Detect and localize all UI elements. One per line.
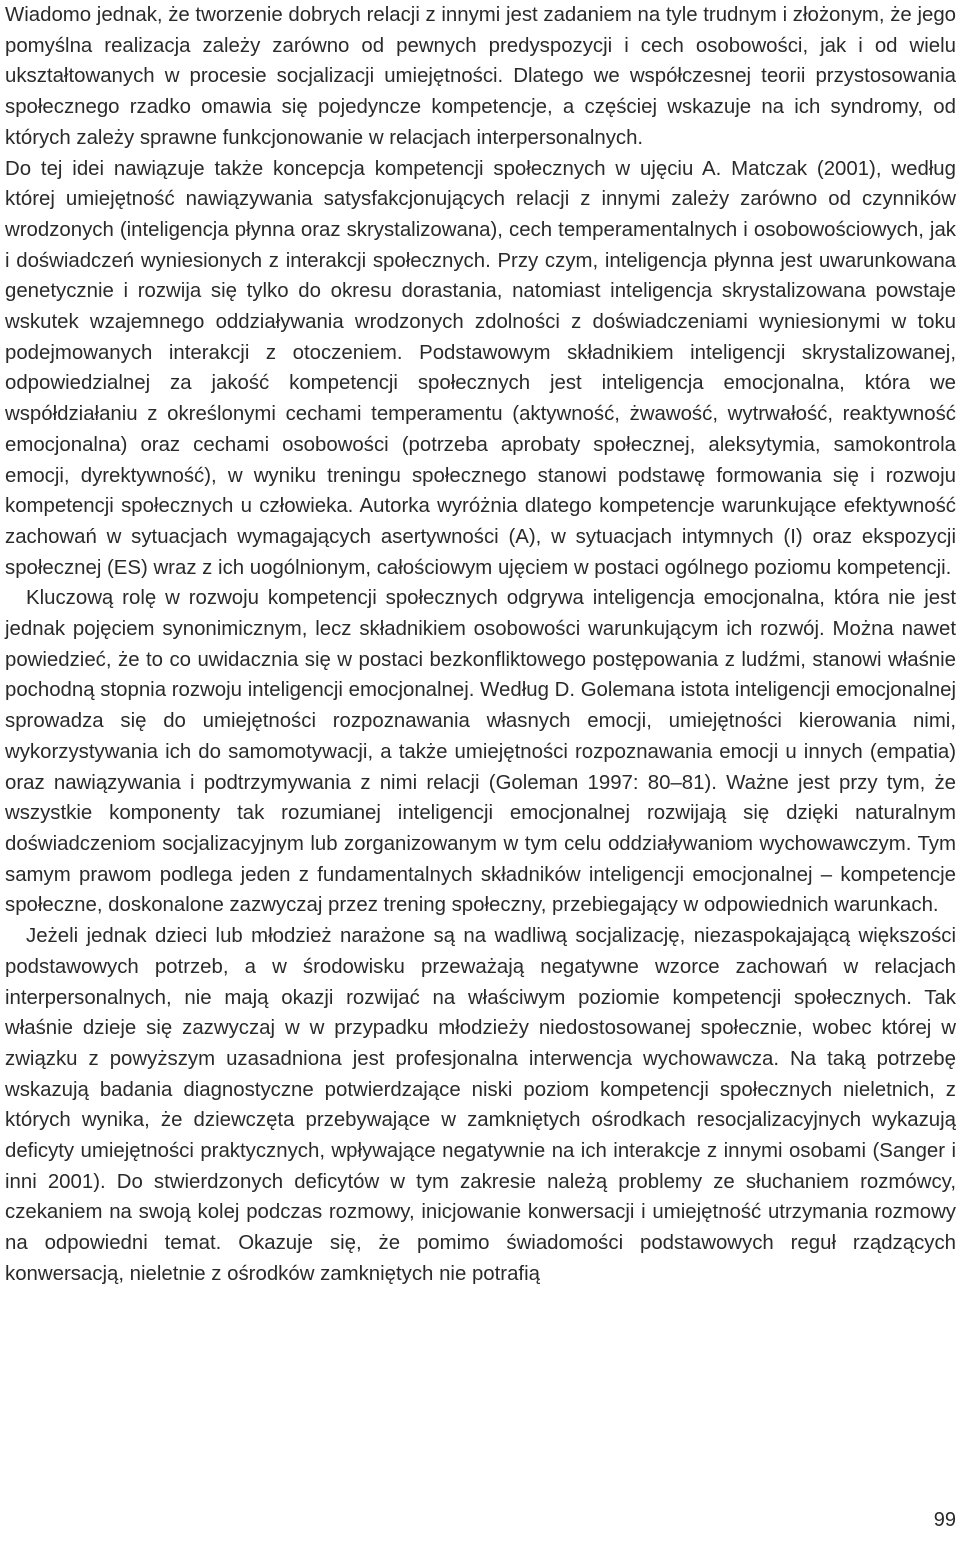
page-number: 99: [933, 1509, 956, 1531]
paragraph-2: Do tej idei nawiązuje także koncepcja kompetencji społecznych w ujęciu A. Matczak (2001), według której umiejętność nawiązywania satysfakcjonujących relacji z innymi zależy zarówno od czynników wrodzonych (inteligencja płynna oraz skrystalizowana), cech temperamentalnych i osobowościowych, jak i doświadczeń wyniesionych z interakcji społecznych. Przy czym, inteligencja płynna jest uwarunkowana genetycznie i rozwija się tylko do okresu dorastania, natomiast inteligencja skrystalizowana powstaje wskutek wzajemnego oddziaływania wrodzonych zdolności z doświadczeniami wyniesionymi w toku podejmowanych interakcji z otoczeniem. Podstawowym składnikiem inteligencji skrystalizowanej, odpowiedzialnej za jakość kompetencji społecznych jest inteligencja emocjonalna, która we współdziałaniu z określonymi cechami temperamentu (aktywność, żwawość, wytrwałość, reaktywność emocjonalna) oraz cechami osobowości (potrzeba aprobaty społecznej, aleksytymia, samokontrola emocji, dyrektywność), w wyniku treningu społecznego stanowi podstawę formowania się i rozwoju kompetencji społecznych u człowieka. Autorka wyróżnia dlatego kompetencje warunkujące efektywność zachowań w sytuacjach wymagających asertywności (A), w sytuacjach intymnych (I) oraz ekspozycji społecznej (ES) wraz z ich uogólnionym, całościowym ujęciem w postaci ogólnego poziomu kompetencji.: [5, 157, 956, 579]
paragraph-4: Jeżeli jednak dzieci lub młodzież narażone są na wadliwą socjalizację, niezaspokajającą większości podstawowych potrzeb, a w środowisku przeważają negatywne wzorce zachowań w relacjach interpersonalnych, nie mają okazji rozwijać na właściwym poziomie kompetencji społecznych. Tak właśnie dzieje się zazwyczaj w w przypadku młodzieży niedostosowanej społecznie, wobec której w związku z powyższym uzasadniona jest profesjonalna interwencja wychowawcza. Na taką potrzebę wskazują badania diagnostyczne potwierdzające niski poziom kompetencji społecznych nieletnich, z których wynika, że dziewczęta przebywające w zamkniętych ośrodkach resocjalizacyjnych wykazują deficyty umiejętności praktycznych, wpływające negatywnie na ich interakcje z innymi osobami (Sanger i inni 2001). Do stwierdzonych deficytów w tym zakresie należą problemy ze słuchaniem rozmówcy, czekaniem na swoją kolej podczas rozmowy, inicjowanie konwersacji i umiejętność utrzymania rozmowy na odpowiedni temat. Okazuje się, że pomimo świadomości podstawowych reguł rządzących konwersacją, nieletnie z ośrodków zamkniętych nie potrafią: [5, 925, 956, 1285]
paragraph-1: Wiadomo jednak, że tworzenie dobrych relacji z innymi jest zadaniem na tyle trudnym i złożonym, że jego pomyślna realizacja zależy zarówno od pewnych predyspozycji i cech osobowości, jak i od wielu ukształtowanych w procesie socjalizacji umiejętności. Dlatego we współczesnej teorii przystosowania społecznego rzadko omawia się pojedyncze kompetencje, a częściej wskazuje na ich syndromy, od których zależy sprawne funkcjonowanie w relacjach interpersonalnych.: [5, 4, 956, 149]
paragraph-3: Kluczową rolę w rozwoju kompetencji społecznych odgrywa inteligencja emocjonalna, która nie jest jednak pojęciem synonimicznym, lecz składnikiem osobowości warunkującym ich rozwój. Można nawet powiedzieć, że to co uwidacznia się w postaci bezkonfliktowego postępowania z ludźmi, stanowi właśnie pochodną stopnia rozwoju inteligencji emocjonalnej. Według D. Golemana istota inteligencji emocjonalnej sprowadza się do umiejętności rozpoznawania własnych emocji, umiejętności kierowania nimi, wykorzystywania ich do samomotywacji, a także umiejętności rozpoznawania emocji u innych (empatia) oraz nawiązywania i podtrzymywania z nimi relacji (Goleman 1997: 80–81). Ważne jest przy tym, że wszystkie komponenty tak rozumianej inteligencji emocjonalnej rozwijają się dzięki naturalnym doświadczeniom socjalizacyjnym lub zorganizowanym w tym celu oddziaływaniom wychowawczym. Tym samym prawom podlega jeden z fundamentalnych składników inteligencji emocjonalnej – kompetencje społeczne, doskonalone zazwyczaj przez trening społeczny, przebiegający w odpowiednich warunkach.: [5, 587, 956, 917]
document-page: [5, 0, 956, 1290]
